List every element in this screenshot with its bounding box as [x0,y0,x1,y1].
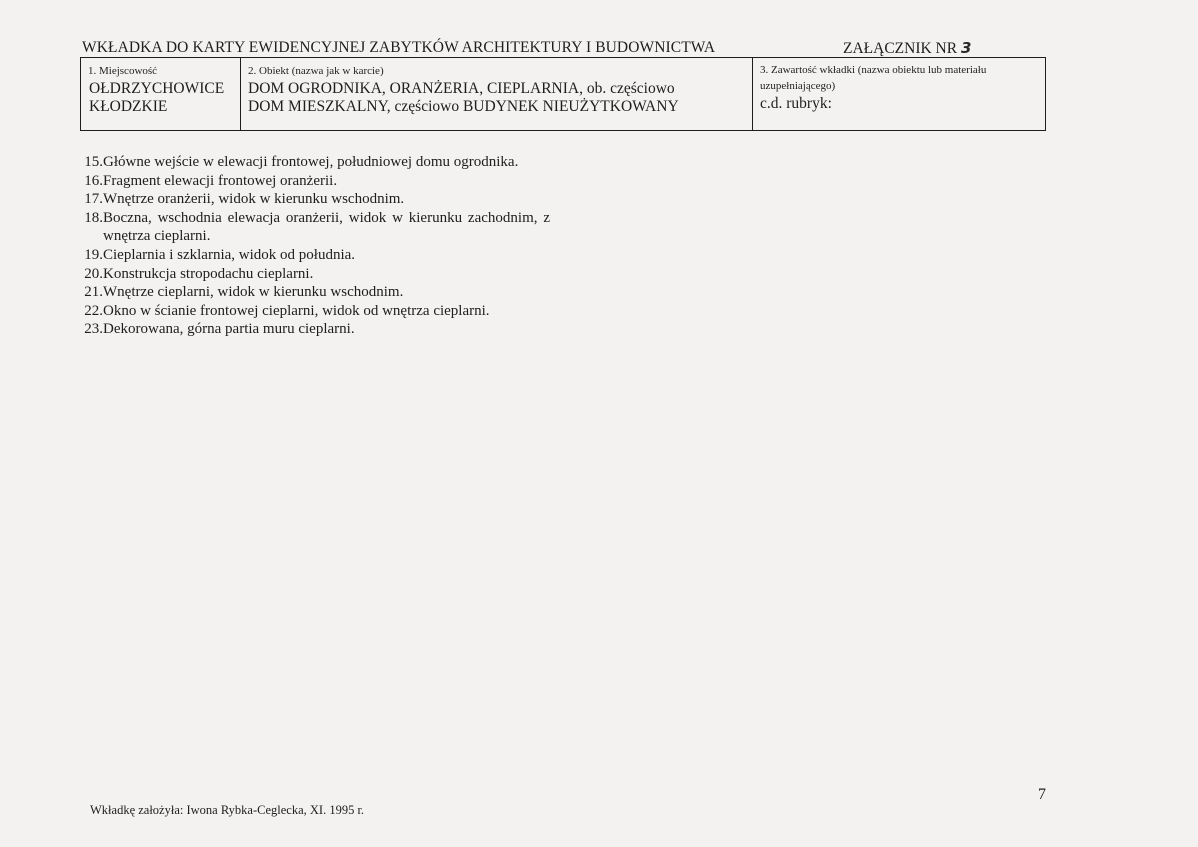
list-item [80,283,550,302]
item-number: 19. [84,246,103,263]
list-item [80,190,550,209]
author-note: Wkładkę założyła: Iwona Rybka-Ceglecka, XI. 1995 r. [90,803,365,817]
item-text: Konstrukcja stropodachu cieplarni. [103,265,314,282]
list-item [80,320,550,339]
object-value [248,80,679,116]
contents-value: c.d. rubryk: [760,95,832,112]
locality-line-1: OŁDRZYCHOWICE [89,80,225,97]
object-line-2: DOM MIESZKALNY, częściowo BUDYNEK NIEUŻYTKOWANY [248,98,679,115]
document-title: WKŁADKA DO KARTY EWIDENCYJNEJ ZABYTKÓW ARCHITEKTURY I BUDOWNICTWA [82,39,716,56]
locality-value [89,80,224,116]
item-text: Boczna, wschodnia elewacja oranżerii, widok w kierunku zachodnim, z wnętrza cieplarni. [103,209,550,245]
locality-line-2: KŁODZKIE [89,98,168,115]
item-number: 18. [84,209,103,226]
item-number: 20. [84,265,103,282]
item-text: Wnętrze cieplarni, widok w kierunku wschodnim. [103,284,404,301]
photo-list [80,153,550,339]
list-item [80,302,550,321]
contents-label: 3. Zawartość wkładki (nazwa obiektu lub materiału uzupełniającego) [760,64,987,92]
item-number: 23. [84,321,103,338]
item-text: Fragment elewacji frontowej oranżerii. [103,172,338,189]
item-text: Dekorowana, górna partia muru cieplarni. [103,321,355,338]
item-number: 17. [84,191,103,208]
item-number: 21. [84,284,103,301]
item-number: 15. [84,154,103,170]
item-text: Okno w ścianie frontowej cieplarni, widok od wnętrza cieplarni. [103,302,490,319]
annex-label [843,39,971,58]
item-number: 22. [84,302,103,319]
item-text: Wnętrze oranżerii, widok w kierunku wschodnim. [103,191,405,208]
annex-label-text: ZAŁĄCZNIK NR [843,40,958,57]
contents-cell [753,58,1045,130]
list-item [80,265,550,284]
object-label: 2. Obiekt (nazwa jak w karcie) [248,65,384,77]
list-item [80,246,550,265]
list-item [80,172,550,191]
card-header-table [80,57,1046,131]
object-line-1: DOM OGRODNIKA, ORANŻERIA, CIEPLARNIA, ob. częściowo [248,80,675,97]
annex-number: 3 [960,39,972,57]
locality-label: 1. Miejscowość [88,65,158,77]
page-number: 7 [1038,786,1046,803]
item-text: Cieplarnia i szklarnia, widok od południa. [103,246,356,263]
object-cell [241,58,753,130]
list-item [80,153,550,172]
list-item [80,209,550,246]
locality-cell [81,58,241,130]
item-text: Główne wejście w elewacji frontowej, południowej domu ogrodnika. [103,154,519,170]
item-number: 16. [84,172,103,189]
